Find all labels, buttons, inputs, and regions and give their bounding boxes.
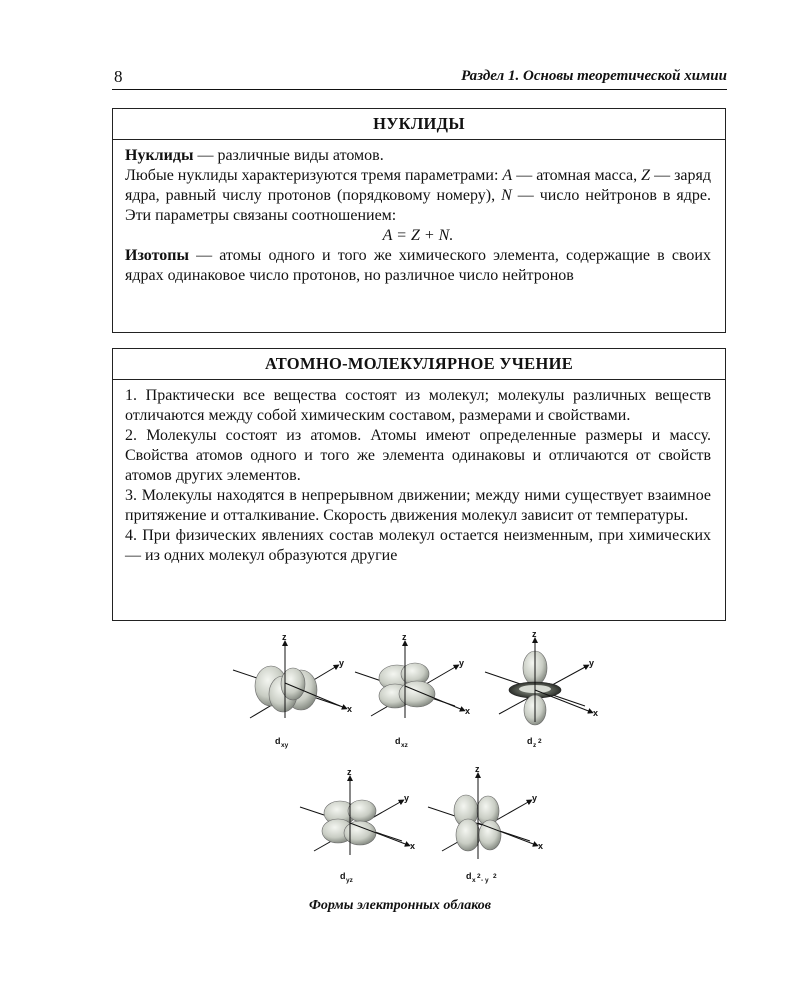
orbital-superscript: 2: [538, 738, 542, 745]
axis-z-label: z: [475, 764, 480, 774]
orbital-subscript: xy: [281, 742, 289, 749]
orbital-figure: [220, 628, 620, 898]
axis-x-label: x: [347, 704, 353, 714]
term-isotopes: Изотопы: [125, 247, 189, 264]
nuclides-parameters: [125, 166, 711, 226]
orbital-lobe: [344, 821, 376, 845]
axis-y-label: y: [532, 793, 538, 803]
symbol-a: A: [502, 167, 513, 184]
axis-y-label: y: [404, 793, 410, 803]
orbital-dx2y2: [428, 764, 543, 884]
page-number: 8: [114, 67, 123, 86]
amu-item: 4. При физических явлениях состав молекул остается неизменным, при химических — из одних молекул образуются другие: [125, 527, 711, 564]
orbital-lobe: [348, 800, 376, 822]
axis-x-label: x: [538, 841, 544, 851]
axis-y-label: y: [339, 658, 345, 668]
orbital-subscript: z: [533, 742, 537, 749]
orbital-dz2: [485, 629, 598, 749]
axis-x-label: x: [465, 706, 471, 716]
orbital-label-d: d: [340, 871, 346, 881]
nuclides-title: НУКЛИДЫ: [113, 109, 725, 140]
param-text-a: Любые нуклиды характеризуются тремя параметрами:: [125, 167, 503, 184]
orbital-label-d: d: [275, 736, 281, 746]
param-text-c: — заряд ядра, равный числу протонов (порядковому номеру),: [125, 167, 712, 204]
orbital-dxz: [355, 632, 470, 749]
orbital-label-d: d: [395, 736, 401, 746]
section-title: Раздел 1. Основы теоретической химии: [461, 68, 727, 84]
isotopes-text: — атомы одного и того же химического элемента, содержащие в своих ядрах одинаковое число протонов, но различное число нейтронов: [125, 247, 711, 284]
orbital-superscript: 2: [477, 873, 481, 880]
nuclides-box: [112, 108, 726, 333]
term-nuclides: Нуклиды: [125, 147, 194, 164]
axis-z-label: z: [402, 632, 407, 642]
atomic-molecular-box: [112, 348, 726, 621]
axis-x-label: x: [410, 841, 416, 851]
axis-z-label: z: [532, 629, 537, 639]
amu-item: 3. Молекулы находятся в непрерывном движении; между ними существует взаимное притяжение и отталкивание. Скорость движения молекул зависит от температуры.: [125, 487, 711, 524]
axis-z-label: z: [282, 632, 287, 642]
orbital-dyz: [300, 767, 415, 884]
axis-x-label: x: [593, 708, 599, 718]
orbital-subscript: - y: [481, 877, 489, 884]
param-text-d: — число нейтронов в ядре. Эти параметры связаны соотношением:: [125, 187, 712, 224]
orbital-label-d: d: [527, 736, 533, 746]
symbol-z: Z: [641, 167, 651, 184]
axis-y-label: y: [459, 658, 465, 668]
atomic-molecular-title: АТОМНО-МОЛЕКУЛЯРНОЕ УЧЕНИЕ: [113, 349, 725, 380]
param-text-b: — атомная масса,: [512, 167, 642, 184]
amu-item: 2. Молекулы состоят из атомов. Атомы имеют определенные размеры и массу. Свойства атомов одного и того же элемента одинаковы и отличаются от свойств атомов других элементов.: [125, 427, 711, 484]
definition-text: — различные виды атомов.: [193, 147, 384, 164]
header-rule: [112, 89, 727, 90]
orbital-dxy: [233, 632, 352, 749]
orbital-subscript: yz: [346, 877, 353, 884]
orbital-subscript: x: [472, 877, 476, 884]
nuclides-body: [113, 140, 725, 286]
figure-caption: Формы электронных облаков: [308, 898, 492, 913]
orbital-subscript: xz: [401, 742, 408, 749]
isotopes-definition: [125, 246, 711, 286]
mass-formula: A = Z + N.: [382, 227, 454, 244]
orbital-superscript: 2: [493, 873, 497, 880]
orbital-lobe: [399, 681, 435, 707]
page-header: [112, 64, 727, 90]
symbol-n: N: [501, 187, 512, 204]
atomic-molecular-body: [113, 380, 725, 566]
orbital-label-d: d: [466, 871, 472, 881]
axis-y-label: y: [589, 658, 595, 668]
orbital-lobe: [456, 819, 480, 851]
amu-item: 1. Практически все вещества состоят из молекул; молекулы различных веществ отличаются между собой химическим составом, размерами и свойствами.: [125, 387, 711, 424]
nuclides-definition: [125, 146, 711, 166]
axis-z-label: z: [347, 767, 352, 777]
